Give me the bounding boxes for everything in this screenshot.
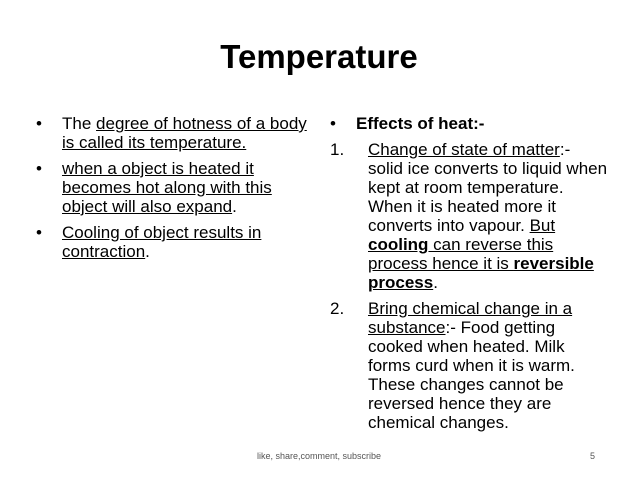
- effect-text-underlined: can reverse this process hence it is: [368, 235, 554, 273]
- effect-text: :- solid ice converts to liquid when kept at room temperature. When it is heated more it converts into vapour.: [368, 140, 608, 235]
- bullet-icon: •: [36, 159, 42, 178]
- effects-numbered-list: [330, 140, 608, 432]
- bullet-text-underlined: Cooling of object results in contraction: [62, 223, 262, 261]
- bullet-text-plain: The: [62, 114, 97, 133]
- list-item: [36, 114, 311, 152]
- bullet-text-underlined: degree of hotness of a body is called its temperature.: [62, 114, 307, 152]
- list-item: [36, 223, 311, 261]
- bullet-icon: •: [330, 114, 336, 133]
- left-bullet-list: [36, 114, 311, 261]
- bullet-text-underlined: when a object is heated it becomes hot along with this object will also expand: [62, 159, 272, 216]
- bullet-text-tail: .: [145, 242, 150, 261]
- slide-title: Temperature: [220, 38, 418, 75]
- right-column: [330, 114, 608, 439]
- effect-title: Change of state of matter: [368, 140, 560, 159]
- effect-text: :- Food getting cooked when heated. Milk forms curd when it is warm. These changes cannot be reversed hence they are chemical changes.: [368, 318, 575, 432]
- bullet-icon: •: [36, 114, 42, 133]
- item-number: 1.: [330, 140, 345, 159]
- page-number: 5: [590, 451, 596, 461]
- effect-text-tail: .: [433, 273, 438, 292]
- effects-heading: Effects of heat:-: [356, 114, 485, 133]
- item-number: 2.: [330, 299, 345, 318]
- slide-footer: like, share,comment, subscribe: [256, 451, 382, 461]
- effect-keyword: reversible process: [368, 254, 594, 292]
- left-column: [36, 114, 311, 268]
- list-item: [36, 159, 311, 216]
- bullet-icon: •: [36, 223, 42, 242]
- list-item: [330, 140, 608, 292]
- list-item: [330, 114, 608, 133]
- effect-title: Bring chemical change in a substance: [368, 299, 573, 337]
- list-item: [330, 299, 608, 432]
- effect-text-underlined: But: [529, 216, 556, 235]
- right-heading-list: [330, 114, 608, 133]
- effect-keyword: cooling: [368, 235, 429, 254]
- bullet-text-tail: .: [232, 197, 237, 216]
